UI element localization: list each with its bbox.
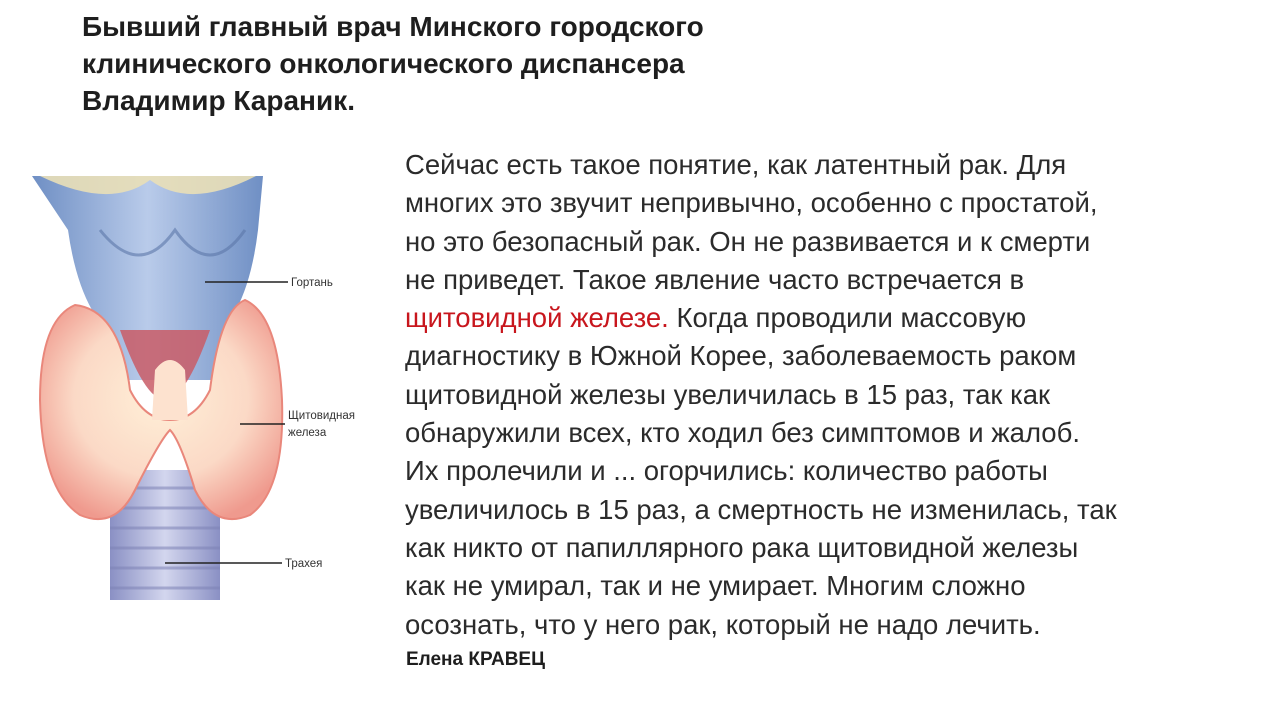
- thyroid-anatomy-illustration: [20, 170, 390, 610]
- thyroid-label-line2: железа: [288, 427, 327, 439]
- quote-line: обнаружили всех, кто ходил без симптомов и жалоб.: [405, 417, 1080, 449]
- quote-line: как не умирал, так и не умирает. Многим сложно: [405, 570, 1026, 602]
- thyroid-anatomy-drawing: [20, 170, 390, 610]
- highlighted-term: щитовидной железе.: [405, 302, 669, 334]
- quote-line: увеличилось в 15 раз, а смертность не изменилась, так: [405, 493, 1117, 525]
- quote-line: щитовидной железы увеличилась в 15 раз, так как: [405, 378, 1051, 410]
- quote-line-rest: Когда проводили массовую: [668, 302, 1027, 334]
- quote-line: Сейчас есть такое понятие, как латентный рак. Для: [405, 149, 1067, 180]
- quote-line: диагностику в Южной Корее, заболеваемость раком: [405, 340, 1077, 372]
- quote-line: но это безопасный рак. Он не развивается и к смерти: [405, 225, 1091, 257]
- thyroid-label-line1: Щитовидная: [288, 410, 355, 422]
- quote-line-with-highlight: [405, 299, 1265, 337]
- quote-text: [405, 146, 1265, 644]
- quote-line: многих это звучит непривычно, особенно с простатой,: [405, 187, 1098, 219]
- larynx-label: Гортань: [291, 277, 333, 289]
- trachea-label: Трахея: [285, 558, 323, 570]
- quote-line: осознать, что у него рак, который не надо лечить.: [405, 608, 1041, 640]
- title-line: Бывший главный врач Минского городского: [82, 11, 704, 42]
- quote-line: не приведет. Такое явление часто встречается в: [405, 263, 1025, 295]
- title-line: Владимир Караник.: [82, 85, 355, 116]
- quote-line: Их пролечили и ... огорчились: количество работы: [405, 455, 1048, 487]
- quote-author: Елена КРАВЕЦ: [406, 649, 545, 670]
- page-title: [82, 8, 862, 119]
- title-line: клинического онкологического диспансера: [82, 48, 685, 79]
- quote-line: как никто от папиллярного рака щитовидной железы: [405, 531, 1079, 563]
